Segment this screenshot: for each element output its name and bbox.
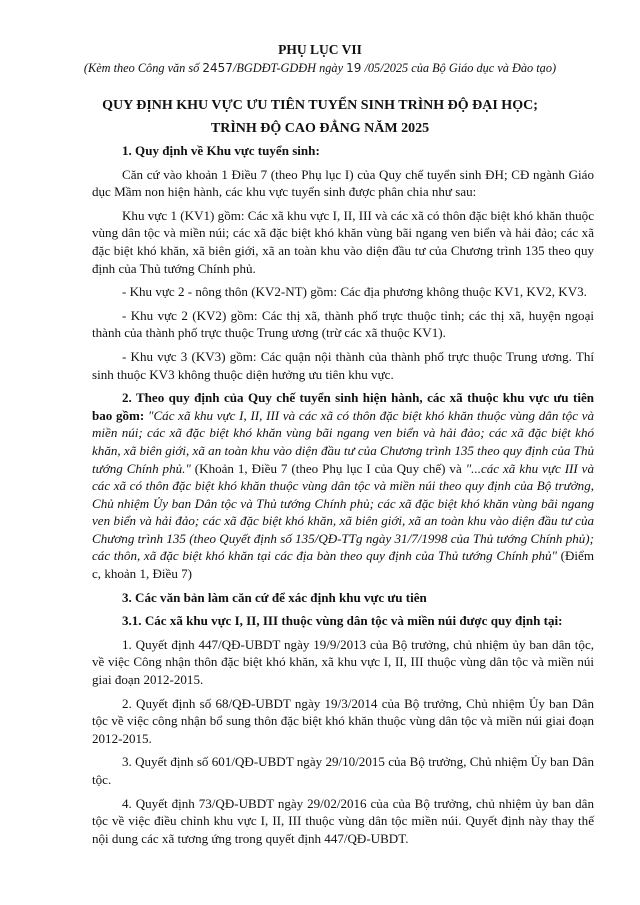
- kv2nt-paragraph: - Khu vực 2 - nông thôn (KV2-NT) gồm: Các địa phương không thuộc KV1, KV2, KV3.: [122, 284, 587, 300]
- section-2-quote-2: "...các xã khu vực III và các xã có thôn đặc biệt khó khăn thuộc vùng dân tộc và miền núi theo quy định của Bộ trưởng, Chủ nhiệm Ủy ban Dân tộc và Thủ tướng Chính phủ; các xã đặc biệt khó khăn vùng bãi ngang ven biển và hải đảo; các xã đặc biệt khó khăn, xã biên giới, xã an toàn khu vào diện đầu tư của Chương trình 135 (theo Quyết định số 135/QĐ-TTg ngày 31/7/1998 của Thủ tướng Chính phủ); các thôn, xã đặc biệt khó khăn tại các địa bàn theo quy định của Thủ tướng Chính phủ": [92, 460, 595, 564]
- appendix-subtitle: [0, 61, 640, 76]
- handwritten-doc-day: 19: [346, 61, 362, 75]
- section-2-heading: 2. Theo quy định của Quy chế tuyển sinh hiện hành, các xã thuộc khu vực ưu tiên bao gồm:: [92, 390, 594, 423]
- section-2-paragraph: [92, 389, 594, 583]
- section-2-reference-2: (Điểm c, khoản 1, Điều 7): [92, 548, 594, 582]
- decision-item-3: 3. Quyết định số 601/QĐ-UBDT ngày 29/10/2015 của Bộ trưởng, Chủ nhiệm Ủy ban Dân tộc.: [92, 754, 594, 787]
- handwritten-doc-number: 2457: [202, 61, 233, 75]
- document-body: [92, 142, 594, 847]
- section-1-intro: Căn cứ vào khoản 1 Điều 7 (theo Phụ lục I) của Quy chế tuyển sinh ĐH; CĐ ngành Giáo dục Mầm non hiện hành, các khu vực tuyển sinh được phân chia như sau:: [92, 166, 594, 200]
- appendix-title: PHỤ LỤC VII: [278, 42, 362, 57]
- decision-item-1: 1. Quyết định 447/QĐ-UBDT ngày 19/9/2013 của Bộ trưởng, chủ nhiệm ủy ban dân tộc, về việc Công nhận thôn đặc biệt khó khăn, xã khu vực I, II, III thuộc vùng dân tộc và miền núi giai đoạn 2012-2015.: [92, 636, 594, 688]
- section-3-heading: 3. Các văn bản làm căn cứ để xác định khu vực ưu tiên: [122, 589, 427, 605]
- decision-item-2: 2. Quyết định số 68/QĐ-UBDT ngày 19/3/2014 của Bộ trưởng, Chủ nhiệm Ủy ban Dân tộc về việc công nhận bổ sung thôn đặc biệt khó khăn thuộc vùng dân tộc và miền núi giai đoạn 2012-2015.: [92, 695, 594, 746]
- subtitle-prefix: (Kèm theo Công văn số: [83, 61, 203, 75]
- document-title-line-1: QUY ĐỊNH KHU VỰC ƯU TIÊN TUYỂN SINH TRÌNH ĐỘ ĐẠI HỌC;: [102, 98, 538, 113]
- section-3-1-heading: 3.1. Các xã khu vực I, II, III thuộc vùng dân tộc và miền núi được quy định tại:: [122, 613, 563, 629]
- section-1-heading: 1. Quy định về Khu vực tuyển sinh:: [122, 143, 320, 158]
- subtitle-suffix: /05/2025 của Bộ Giáo dục và Đào tạo): [361, 61, 557, 75]
- document-title-line-2: TRÌNH ĐỘ CAO ĐẲNG NĂM 2025: [210, 121, 430, 136]
- kv2-paragraph: - Khu vực 2 (KV2) gồm: Các thị xã, thành phố trực thuộc tỉnh; các thị xã, huyện ngoại thành của thành phố trực thuộc Trung ương (trừ các xã thuộc KV1).: [92, 307, 594, 341]
- decision-item-4: 4. Quyết định 73/QĐ-UBDT ngày 29/02/2016 của của Bộ trưởng, chủ nhiệm ủy ban dân tộc về việc điều chỉnh khu vực I, II, III thuộc vùng dân tộc miền núi. Quyết định này thay thế nội dung các xã tương ứng trong quyết định 447/QĐ-UBDT.: [92, 795, 594, 846]
- section-2-quote-1: "Các xã khu vực I, II, III và các xã có thôn đặc biệt khó khăn thuộc vùng dân tộc và miền núi; các xã đặc biệt khó khăn vùng bãi ngang ven biển và hải đảo; các xã đặc biệt khó khăn, xã biên giới, xã an toàn khu vào diện đầu tư của Chương trình 135 theo quy định của Thủ tướng Chính phủ.": [92, 407, 595, 476]
- subtitle-mid: /BGDĐT-GDĐH ngày: [232, 61, 347, 75]
- section-2-reference-1: (Khoản 1, Điều 7 (theo Phụ lục I của Quy chế) và: [190, 460, 466, 476]
- kv1-paragraph: Khu vực 1 (KV1) gồm: Các xã khu vực I, II, III và các xã có thôn đặc biệt khó khăn thuộc vùng dân tộc và miền núi; các xã đặc biệt khó khăn vùng bãi ngang ven biển và hải đảo; các xã đặc biệt khó khăn, xã biên giới, xã an toàn khu vào diện đầu tư của Chương trình 135 theo quy định của Thủ tướng Chính phủ.: [92, 207, 594, 276]
- kv3-paragraph: - Khu vực 3 (KV3) gồm: Các quận nội thành của thành phố trực thuộc Trung ương. Thí sinh thuộc KV3 không thuộc diện hưởng ưu tiên khu vực.: [92, 348, 594, 382]
